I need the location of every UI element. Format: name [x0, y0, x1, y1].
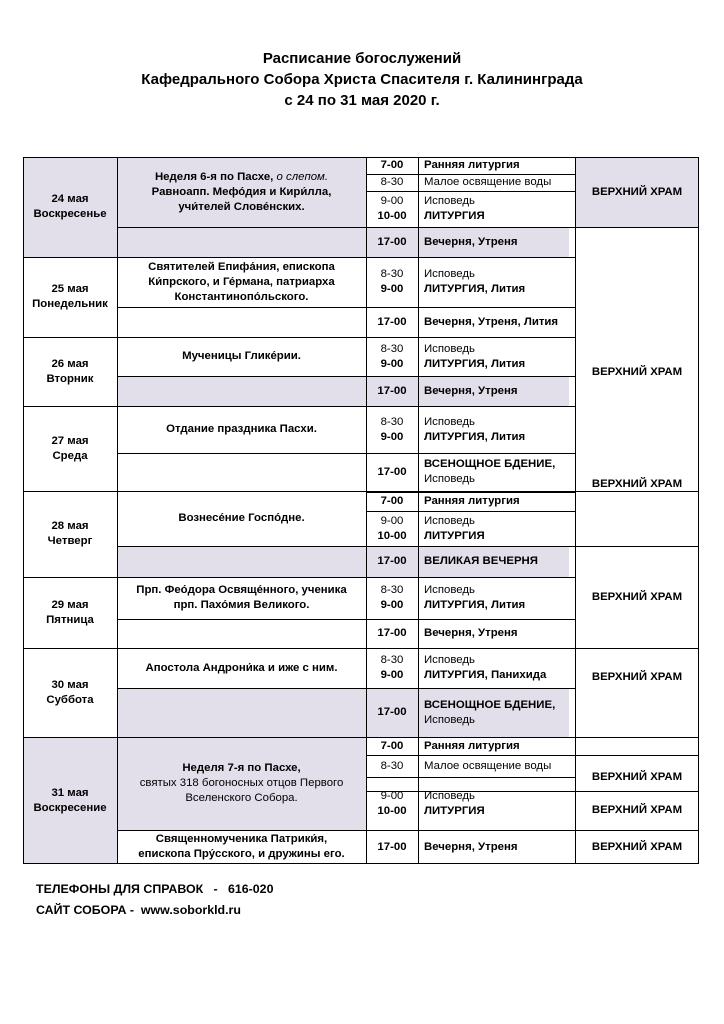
- day-29: 29 мая Пятница: [46, 598, 94, 626]
- place: ВЕРХНИЙ ХРАМ: [591, 365, 683, 378]
- page-title: [0, 48, 724, 111]
- table-cell: ВЕЛИКАЯ ВЕЧЕРНЯ: [424, 555, 538, 567]
- feast-25: Святителей Епифа́ния, епископа Ки́прского, и Ге́рмана, патриарха Константинопо́льского.: [148, 260, 335, 303]
- table-cell: Исповедь ЛИТУРГИЯ, Лития: [424, 342, 526, 370]
- table-cell: Исповедь ЛИТУРГИЯ, Панихида: [424, 654, 547, 681]
- site-line: САЙТ СОБОРА - www.soborkld.ru: [36, 903, 241, 917]
- table-cell: Исповедь ЛИТУРГИЯ: [424, 514, 485, 542]
- table-cell: Вечерня, Утреня: [424, 235, 518, 248]
- title-line-2: Кафедрального Собора Христа Спасителя г. Калининграда: [141, 71, 583, 88]
- place: ВЕРХНИЙ ХРАМ: [591, 185, 683, 198]
- footer: [36, 879, 273, 921]
- table-cell: 17-00: [377, 235, 407, 248]
- table-cell: 17-00: [377, 840, 407, 853]
- table-cell: Вечерня, Утреня: [424, 627, 518, 639]
- table-cell: 8-30 9-00: [380, 415, 404, 443]
- table-cell: ВСЕНОЩНОЕ БДЕНИЕ, Исповедь: [424, 698, 556, 726]
- schedule-table: [23, 157, 699, 864]
- table-cell: Исповедь ЛИТУРГИЯ: [424, 789, 485, 817]
- table-cell: Малое освящение воды: [424, 759, 552, 772]
- table-cell: 8-30: [380, 176, 404, 188]
- title-line-3: с 24 по 31 мая 2020 г.: [284, 92, 440, 109]
- table-cell: Исповедь ЛИТУРГИЯ, Лития: [424, 415, 526, 443]
- table-cell: 17-00: [377, 706, 407, 718]
- day-24: 24 мая Воскресенье: [33, 193, 107, 220]
- table-cell: 17-00: [377, 627, 407, 639]
- feast-28: Вознесе́ние Госпо́дне.: [178, 512, 305, 524]
- day-25: 25 мая Понедельник: [32, 283, 108, 310]
- day-30: 30 мая Суббота: [46, 678, 94, 706]
- place: ВЕРХНИЙ ХРАМ: [591, 590, 683, 603]
- place: ВЕРХНИЙ ХРАМ: [591, 804, 683, 816]
- table-cell: Вечерня, Утреня, Лития: [424, 315, 559, 328]
- table-cell: Вечерня, Утреня: [424, 384, 518, 397]
- table-cell: 9-00 10-00: [377, 514, 407, 542]
- feast-31b: Священномученика Патрики́я, епископа Пру́сского, и дружины его.: [138, 833, 345, 860]
- feast-26: Мученицы Глике́рии.: [182, 350, 301, 362]
- table-cell: 8-30 9-00: [380, 342, 404, 370]
- day-31: 31 мая Воскресение: [33, 786, 107, 814]
- table-cell: 9-00 10-00: [377, 789, 407, 817]
- table-cell: ВСЕНОЩНОЕ БДЕНИЕ, Исповедь: [424, 458, 556, 485]
- table-cell: 17-00: [377, 315, 407, 328]
- feast-27: Отдание праздника Пасхи.: [166, 423, 317, 435]
- table-cell: Вечерня, Утреня: [424, 840, 518, 853]
- table-cell: 17-00: [377, 465, 407, 478]
- table-cell: Ранняя литургия: [424, 159, 520, 171]
- day-28: 28 мая Четверг: [47, 520, 93, 547]
- table-cell: 7-00: [380, 159, 404, 171]
- table-cell: Ранняя литургия: [424, 739, 520, 752]
- day-26: 26 мая Вторник: [46, 357, 94, 385]
- table-cell: 17-00: [377, 384, 407, 397]
- table-cell: Исповедь ЛИТУРГИЯ: [424, 195, 485, 222]
- table-cell: 8-30 9-00: [380, 654, 404, 681]
- feast-30: Апостола Андрони́ка и иже с ним.: [145, 661, 338, 674]
- table-cell: 17-00: [377, 555, 407, 567]
- day-27: 27 мая Среда: [51, 434, 89, 462]
- place: ВЕРХНИЙ ХРАМ: [591, 670, 683, 683]
- table-cell: Исповедь ЛИТУРГИЯ, Лития: [424, 268, 526, 295]
- table-cell: 7-00: [380, 494, 404, 507]
- table-cell: 8-30 9-00: [380, 268, 404, 295]
- place: ВЕРХНИЙ ХРАМ: [591, 770, 683, 783]
- feast-24: Неделя 6-я по Пасхе, о слепом. Равноапп. Мефо́дия и Кири́лла, учи́телей Слове́нских.: [151, 170, 332, 213]
- table-cell: 9-00 10-00: [377, 195, 407, 222]
- feast-29: Прп. Фео́дора Освяще́нного, ученика прп. Пахо́мия Великого.: [136, 584, 347, 611]
- place: ВЕРХНИЙ ХРАМ: [591, 478, 683, 490]
- table-cell: Ранняя литургия: [424, 494, 520, 507]
- table-cell: 8-30 9-00: [380, 584, 404, 611]
- feast-31: Неделя 7-я по Пасхе, святых 318 богоносных отцов Первого Вселенского Собора.: [139, 762, 344, 804]
- title-line-1: Расписание богослужений: [262, 50, 462, 67]
- place: ВЕРХНИЙ ХРАМ: [591, 840, 683, 853]
- phone-line: ТЕЛЕФОНЫ ДЛЯ СПРАВОК - 616-020: [36, 882, 274, 896]
- table-cell: 8-30: [380, 759, 404, 772]
- table-cell: 7-00: [380, 739, 404, 752]
- table-cell: Малое освящение воды: [424, 176, 552, 188]
- table-cell: Исповедь ЛИТУРГИЯ, Лития: [424, 584, 526, 611]
